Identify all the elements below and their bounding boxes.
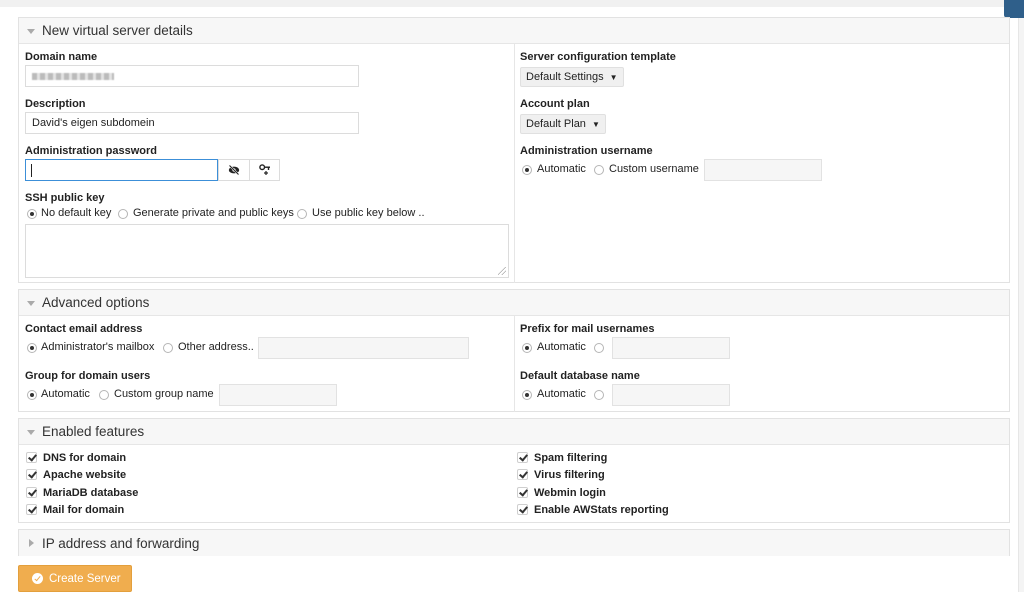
check-circle-icon: [32, 573, 43, 584]
ssh-generate-radio[interactable]: [118, 209, 128, 219]
feature-label: Webmin login: [534, 487, 606, 499]
db-name-option-label: Automatic: [537, 388, 586, 400]
ssh-key-label: SSH public key: [25, 192, 105, 204]
template-label: Server configuration template: [520, 51, 676, 63]
feature-label: Virus filtering: [534, 469, 605, 481]
feature-label: MariaDB database: [43, 487, 139, 499]
domain-name-label: Domain name: [25, 51, 98, 63]
eye-slash-icon: [228, 165, 240, 175]
contact-other-radio[interactable]: [163, 343, 173, 353]
section-header-enabled-features[interactable]: [19, 419, 1009, 445]
username-custom-radio[interactable]: [594, 165, 604, 175]
admin-password-label: Administration password: [25, 145, 158, 157]
feature-webmin-checkbox[interactable]: [517, 487, 528, 498]
section-title: Enabled features: [42, 424, 145, 439]
key-icon: [259, 164, 271, 176]
section-header-ip-forwarding[interactable]: [19, 530, 1009, 556]
feature-label: DNS for domain: [43, 452, 127, 464]
feature-awstats-checkbox[interactable]: [517, 504, 528, 515]
ssh-key-textarea[interactable]: [25, 224, 509, 278]
mail-prefix-option-label: Automatic: [537, 341, 586, 353]
group-custom-radio[interactable]: [99, 390, 109, 400]
ssh-option-label: Generate private and public keys: [133, 207, 294, 219]
toggle-password-button[interactable]: [218, 159, 250, 181]
section-advanced-options: [18, 289, 1010, 412]
redacted-domain-value: [32, 73, 114, 80]
dropdown-arrow-icon: ▼: [591, 120, 600, 129]
page-scrollbar[interactable]: [1018, 18, 1024, 592]
feature-label: Spam filtering: [534, 452, 608, 464]
account-plan-select[interactable]: [520, 114, 606, 134]
description-label: Description: [25, 98, 86, 110]
ssh-use-below-radio[interactable]: [297, 209, 307, 219]
feature-spam-checkbox[interactable]: [517, 452, 528, 463]
description-input[interactable]: David's eigen subdomein: [25, 112, 359, 134]
admin-password-input[interactable]: [25, 159, 218, 181]
feature-mail-checkbox[interactable]: [26, 504, 37, 515]
contact-option-label: Other address..: [178, 341, 254, 353]
collapse-triangle-icon: [27, 29, 35, 34]
column-divider: [514, 44, 515, 283]
db-name-custom-radio[interactable]: [594, 390, 604, 400]
custom-group-input[interactable]: [219, 384, 337, 406]
section-header-advanced-options[interactable]: [19, 290, 1009, 316]
domain-name-input[interactable]: [25, 65, 359, 87]
ssh-option-label: Use public key below ..: [312, 207, 425, 219]
column-divider: [514, 316, 515, 412]
contact-option-label: Administrator's mailbox: [41, 341, 155, 353]
ssh-option-label: No default key: [41, 207, 112, 219]
template-select[interactable]: [520, 67, 624, 87]
feature-mariadb-checkbox[interactable]: [26, 487, 37, 498]
collapse-triangle-icon: [27, 301, 35, 306]
section-header-server-details[interactable]: [19, 18, 1009, 44]
template-select-value: Default Settings: [526, 71, 604, 83]
db-name-automatic-radio[interactable]: [522, 390, 532, 400]
dropdown-arrow-icon: ▼: [609, 73, 618, 82]
group-label: Group for domain users: [25, 370, 151, 382]
account-plan-value: Default Plan: [526, 118, 586, 130]
resize-grip-icon[interactable]: [498, 267, 506, 275]
create-server-button[interactable]: [18, 565, 132, 592]
admin-username-label: Administration username: [520, 145, 653, 157]
feature-dns-checkbox[interactable]: [26, 452, 37, 463]
db-name-input[interactable]: [612, 384, 730, 406]
feature-label: Enable AWStats reporting: [534, 504, 669, 516]
contact-admin-mailbox-radio[interactable]: [27, 343, 37, 353]
expand-triangle-icon: [29, 539, 34, 547]
db-name-label: Default database name: [520, 370, 640, 382]
section-title: IP address and forwarding: [42, 535, 200, 551]
username-option-label: Automatic: [537, 163, 586, 175]
custom-username-input[interactable]: [704, 159, 822, 181]
mail-prefix-automatic-radio[interactable]: [522, 343, 532, 353]
create-server-label: Create Server: [49, 572, 121, 585]
username-option-label: Custom username: [609, 163, 699, 175]
feature-label: Mail for domain: [43, 504, 125, 516]
mail-prefix-custom-radio[interactable]: [594, 343, 604, 353]
section-ip-forwarding: [18, 529, 1010, 556]
section-title: New virtual server details: [42, 23, 193, 38]
username-automatic-radio[interactable]: [522, 165, 532, 175]
section-enabled-features: [18, 418, 1010, 523]
other-address-input[interactable]: [258, 337, 469, 359]
generate-password-button[interactable]: [249, 159, 280, 181]
corner-badge-icon: [1004, 0, 1024, 18]
section-server-details: [18, 17, 1010, 283]
group-option-label: Custom group name: [114, 388, 214, 400]
ssh-no-default-radio[interactable]: [27, 209, 37, 219]
account-plan-label: Account plan: [520, 98, 590, 110]
mail-prefix-label: Prefix for mail usernames: [520, 323, 655, 335]
collapse-triangle-icon: [27, 430, 35, 435]
feature-virus-checkbox[interactable]: [517, 469, 528, 480]
contact-email-label: Contact email address: [25, 323, 143, 335]
feature-label: Apache website: [43, 469, 127, 481]
text-caret: [31, 164, 32, 177]
top-strip: [0, 0, 1024, 7]
mail-prefix-input[interactable]: [612, 337, 730, 359]
feature-apache-checkbox[interactable]: [26, 469, 37, 480]
group-automatic-radio[interactable]: [27, 390, 37, 400]
section-title: Advanced options: [42, 295, 150, 310]
group-option-label: Automatic: [41, 388, 90, 400]
